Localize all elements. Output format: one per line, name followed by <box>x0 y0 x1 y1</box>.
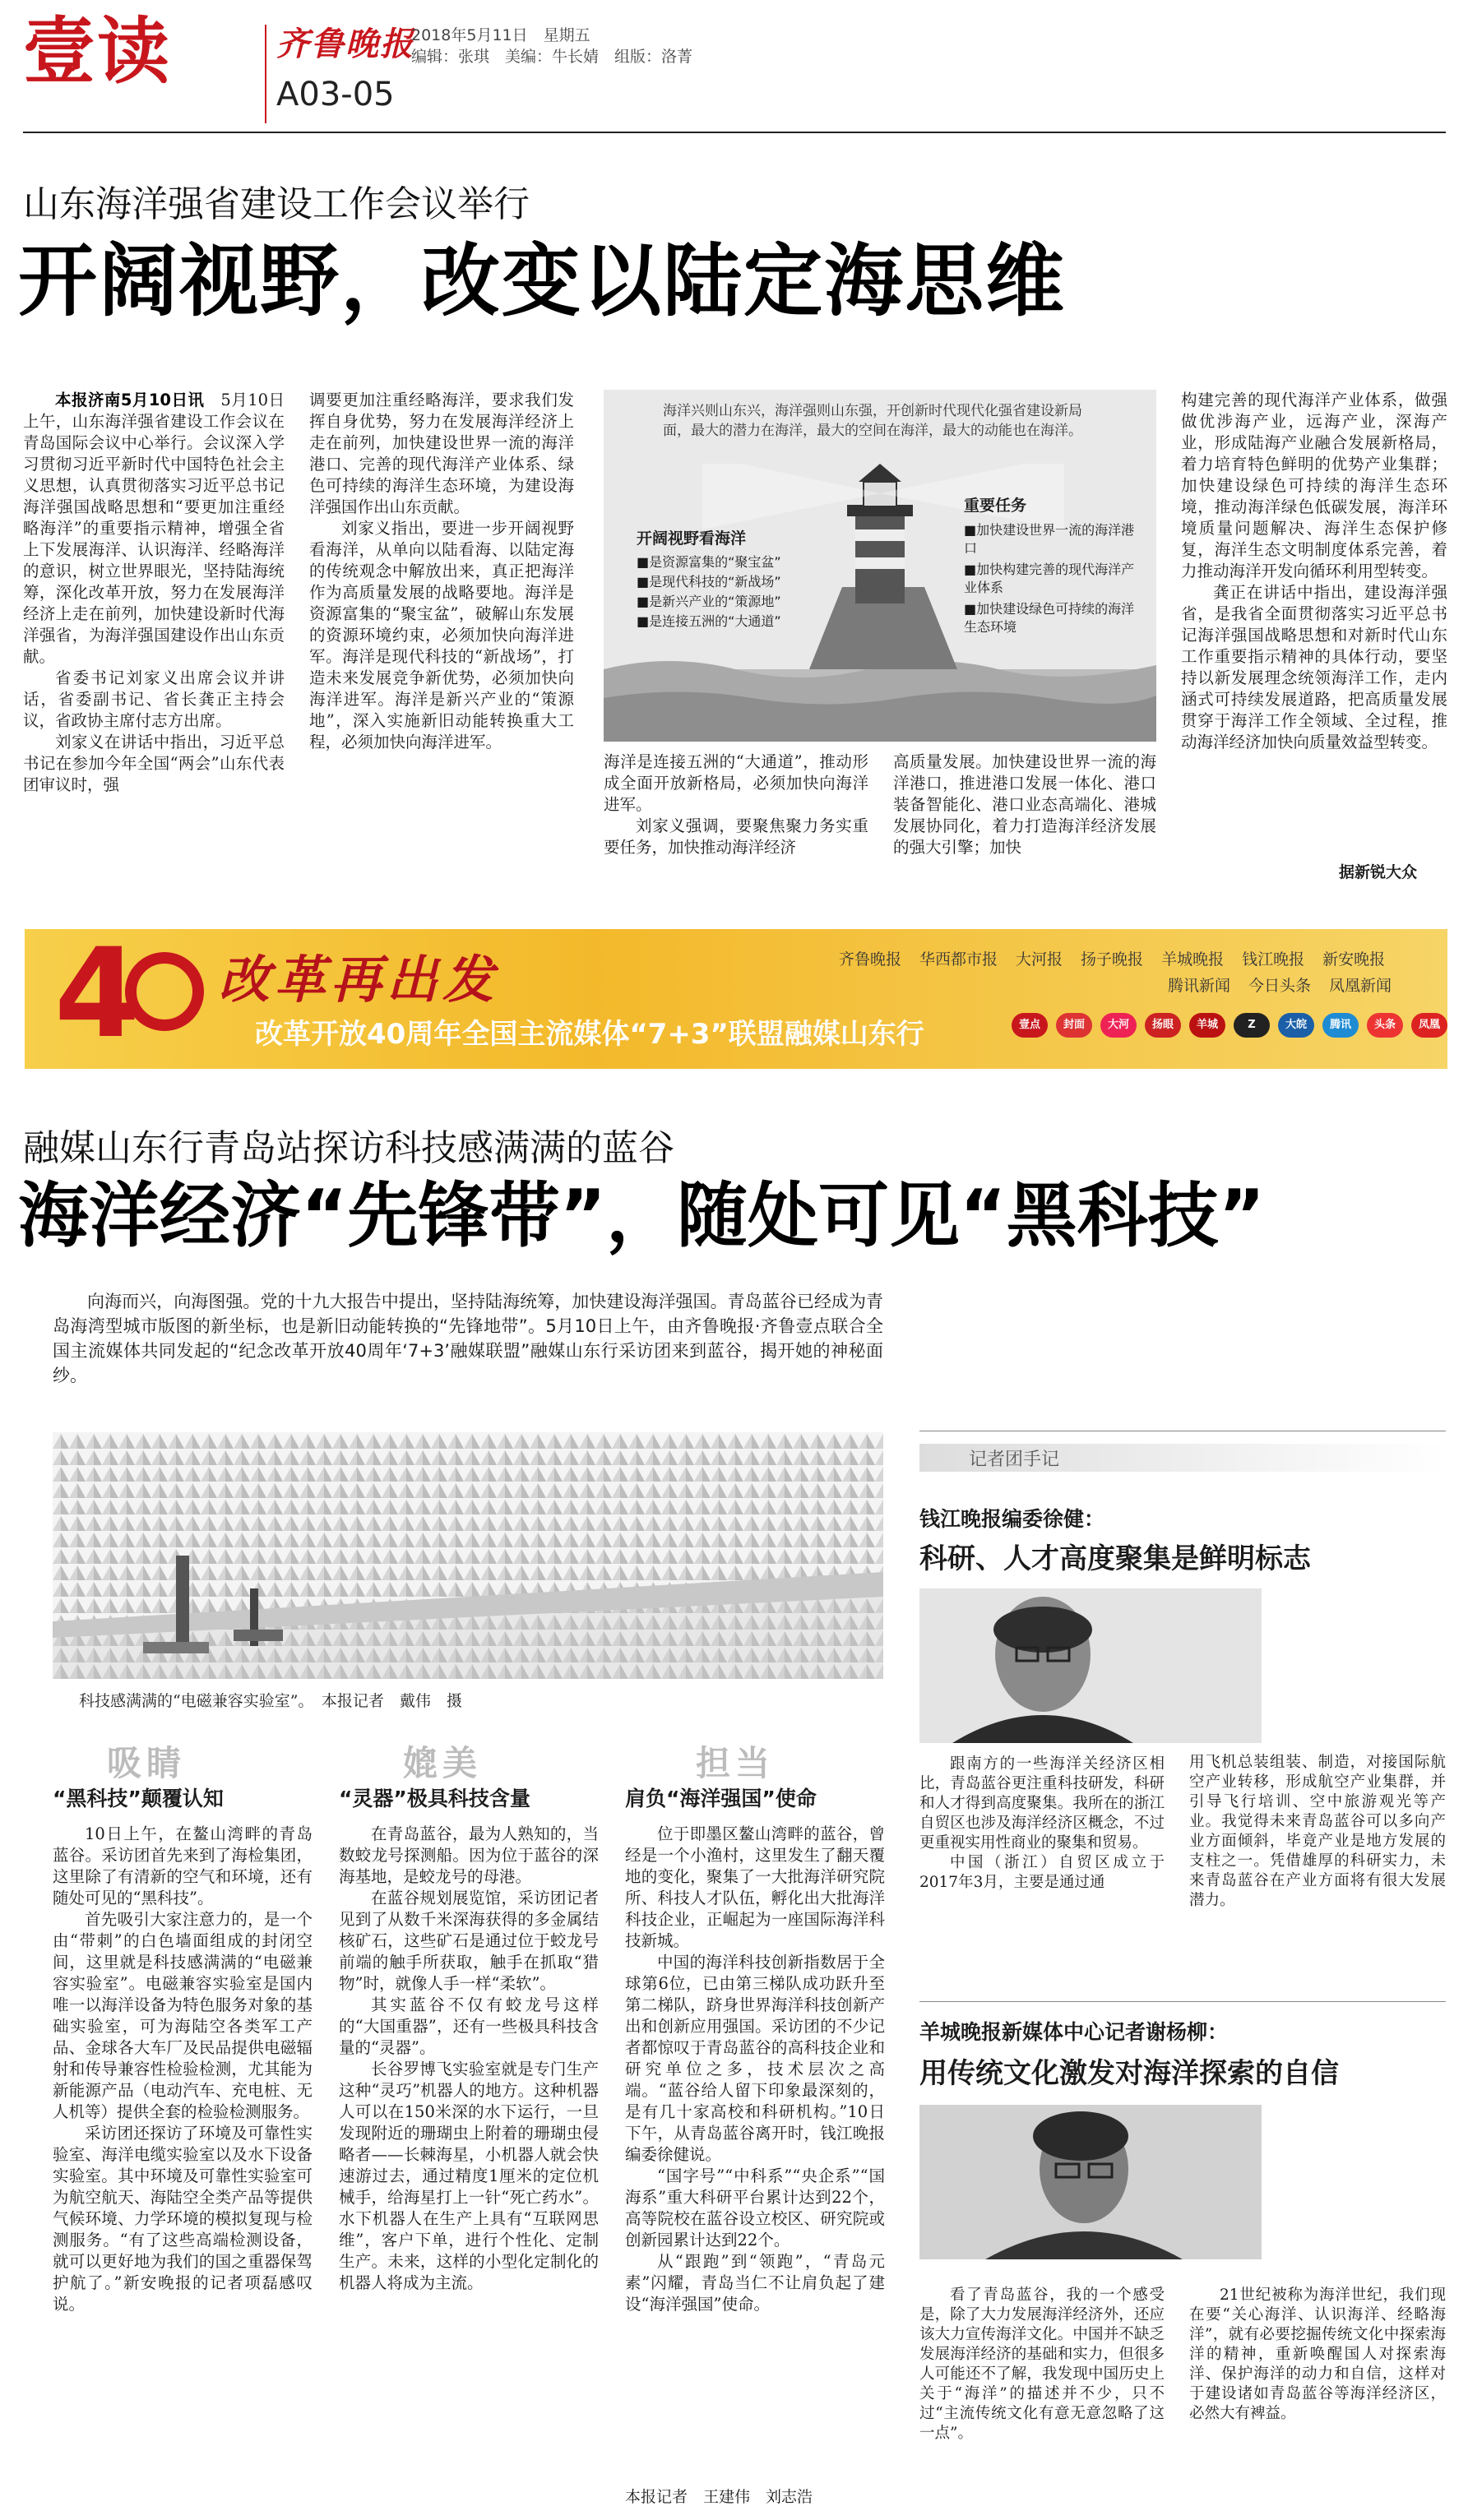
section-head-pimei: 媲美 <box>403 1743 483 1783</box>
media-logo: 羊城 <box>1189 1013 1225 1038</box>
story1-col5-p2: 龚正在讲话中指出，建设海洋强省，是我省全面贯彻落实习近平总书记海洋强国战略思想和对新时代山东工作重要指示精神的具体行动，要坚持以新发展理念统领海洋工作，走内涵式可持续发展道路，把高质量发展贯穿于海洋工作全领域、全过程，推动海洋经济加快向质量效益型转变。 <box>1181 583 1447 751</box>
story2-col1-p2: 首先吸引大家注意力的，是一个由“带刺”的白色墙面组成的封闭空间，这里就是科技感满满的“电磁兼容实验室”。电磁兼容实验室是国内唯一以海洋设备为特色服务对象的基础实验室，可为海陆空各类军工产品、金球各大车厂及民品提供电磁辐射和传导兼容性检验检测，尤其能为新能源产品（电动汽车、充电桩、无人机等）提供全套的检验检测服务。 <box>53 1910 313 2121</box>
story1-dateline: 本报济南5月10日讯 <box>55 391 205 409</box>
story1-col1-p1: 5月10日上午，山东海洋强省建设工作会议在青岛国际会议中心举行。会议深入学习贯彻习近平新时代中国特色社会主义思想，认真贯彻落实习近平总书记海洋强国战略思想和“要更加注重经略海洋”的重要指示精神，增强全省上下发展海洋、认识海洋、经略海洋的意识，树立世界眼光，坚持陆海统筹，深化改革开放，努力在发展海洋经济上走在前列，加快建设新时代海洋强省，为海洋强国建设作出山东贡献。 <box>23 391 285 666</box>
infographic-right-title: 重要任务 <box>964 497 1027 515</box>
story2-col2 <box>339 1824 599 2510</box>
note1-title: 科研、人才高度聚集是鲜明标志 <box>919 1542 1311 1575</box>
story1-col4 <box>893 751 1156 891</box>
story1-col1-p2: 省委书记刘家义出席会议并讲话，省委副书记、省长龚正主持会议，省政协主席付志方出席。 <box>23 668 285 730</box>
photo-caption: 科技感满满的“电磁兼容实验室”。 本报记者 戴伟 摄 <box>79 1692 462 1710</box>
story1-col3 <box>604 751 868 891</box>
note1-col1-p1: 跟南方的一些海洋关经济区相比，青岛蓝谷更注重科技研发，科研和人才得到高度聚集。我所在的浙江自贸区也涉及海洋经济区概念，不过更重视实用性商业的聚集和贸易。 <box>919 1755 1165 1852</box>
banner-slogan: 改革再出发 <box>219 950 499 1010</box>
lab-photo <box>53 1432 883 1679</box>
story2-col3-p1: 位于即墨区鳌山湾畔的蓝谷，曾经是一个小渔村，这里发生了翻天覆地的变化，聚集了一大批海洋研究院所、科技人才队伍，孵化出大批海洋科技企业，正崛起为一座国际海洋科技新城。 <box>625 1824 885 1950</box>
infographic-left-item: ■是新兴产业的“策源地” <box>637 594 781 609</box>
media-logo: 大皖 <box>1278 1013 1314 1038</box>
story1-col1 <box>23 390 285 891</box>
story2-headline: 海洋经济“先锋带”，随处可见“黑科技” <box>18 1175 1266 1257</box>
story2-col3 <box>625 1824 885 2481</box>
media-logo: 大河 <box>1100 1013 1137 1038</box>
story1-col2 <box>309 390 574 891</box>
infographic-right-item: ■加快建设绿色可持续的海洋生态环境 <box>964 601 1135 635</box>
story1-col2-p2: 刘家义指出，要进一步开阔视野看海洋，从单向以陆看海、以陆定海的传统观念中解放出来，真正把海洋作为高质量发展的战略要地。海洋是资源富集的“聚宝盆”，破解山东发展的资源环境约束，必须加快向海洋进军。海洋是现代科技的“新战场”，打造未来发展竞争新优势，必须加快向海洋进军。海洋是新兴产业的“策源地”，深入实施新旧动能转换重大工程，必须加快向海洋进军。 <box>309 519 574 751</box>
story2-col1-p1: 10日上午，在鳌山湾畔的青岛蓝谷。采访团首先来到了海检集团，这里除了有清新的空气和环境，还有随处可见的“黑科技”。 <box>53 1824 313 1907</box>
story2-col2-p2: 在蓝谷规划展览馆，采访团记者见到了从数千米深海获得的多金属结核矿石，这些矿石是通过位于蛟龙号前端的触手所获取，触手在抓取“猎物”时，就像人手一样“柔软”。 <box>339 1889 599 1993</box>
media-logo: Z <box>1234 1013 1270 1038</box>
story2-kicker: 融媒山东行青岛站探访科技感满满的蓝谷 <box>23 1127 674 1169</box>
masthead-divider <box>265 25 266 123</box>
campaign-banner <box>25 929 1447 1069</box>
anniversary-40-emblem: 4 <box>54 936 202 1064</box>
section-head-xijing: 吸睛 <box>107 1743 187 1783</box>
masthead-rule <box>23 132 1446 133</box>
banner-subtitle: 改革开放40周年全国主流媒体“7+3”联盟融媒山东行 <box>255 1018 924 1051</box>
note1-col2 <box>1189 1588 1446 1950</box>
note2-col1 <box>919 2286 1165 2508</box>
media-logo: 头条 <box>1367 1013 1403 1038</box>
note1-col2-p1: 用飞机总装组装、制造，对接国际航空产业转移，形成航空产业集群，并引导飞行培训、空中旅游观光等产业。我觉得未来青岛蓝谷可以多向产业方面倾斜，毕竟产业是地方发展的支柱之一。凭借雄厚的科研实力，未来青岛蓝谷在产业方面将有很大发展潜力。 <box>1189 1754 1446 1909</box>
infographic-left-item: ■是连接五洲的“大通道” <box>637 613 781 629</box>
note1-author: 钱江晚报编委徐健： <box>919 1507 1105 1531</box>
story1-col4-p1: 高质量发展。加快建设世界一流的海洋港口，推进港口发展一体化、港口装备智能化、港口业态高端化、港城发展协同化，着力打造海洋经济发展的强大引擎；加快 <box>893 752 1156 857</box>
story1-col3-p2: 刘家义强调，要聚焦聚力务实重要任务，加快推动海洋经济 <box>604 816 868 857</box>
story1-col5 <box>1181 390 1447 891</box>
infographic-quote: 海洋兴则山东兴，海洋强则山东强，开创新时代现代化强省建设新局面，最大的潜力在海洋，最大的空间在海洋，最大的动能也在海洋。 <box>663 403 1082 439</box>
story2-col1-p3: 采访团还探访了环境及可靠性实验室、海洋电缆实验室以及水下设备实验室。其中环境及可靠性实验室可为航空航天、海陆空全类产品等提供气候环境、力学环境的模拟复现与检测服务。“有了这些高端检测设备，就可以更好地为我们的国之重器保驾护航了。”新安晚报的记者项磊感叹说。 <box>53 2124 313 2314</box>
infographic-right-item: ■加快构建完善的现代海洋产业体系 <box>964 562 1135 595</box>
section-title: 壹读 <box>23 9 172 94</box>
infographic-box <box>604 390 1156 742</box>
story1-col3-p1: 海洋是连接五洲的“大通道”，推动形成全面开放新格局，必须加快向海洋进军。 <box>604 752 868 814</box>
section-sub-pimei: “灵器”极具科技含量 <box>339 1787 530 1810</box>
story2-lead: 向海而兴，向海图强。党的十九大报告中提出，坚持陆海统筹，加快建设海洋强国。青岛蓝谷已经成为青岛海湾型城市版图的新坐标，也是新旧动能转换的“先锋地带”。5月10日上午，由齐鲁晚报·齐鲁壹点联合全国主流媒体共同发起的“纪念改革开放40周年‘7+3’融媒联盟”融媒山东行采访团来到蓝谷，揭开她的神秘面纱。 <box>53 1292 883 1385</box>
section-sub-xijing: “黑科技”颠覆认知 <box>53 1787 224 1810</box>
page-number: A03-05 <box>276 76 395 113</box>
story1-kicker: 山东海洋强省建设工作会议举行 <box>23 183 530 225</box>
media-logo: 凤凰 <box>1411 1013 1447 1038</box>
infographic-right-list <box>964 518 1137 640</box>
story2-col3-p4: 从“跟跑”到“领跑”，“青岛元素”闪耀，青岛当仁不让肩负起了建设“海洋强国”使命。 <box>625 2252 885 2314</box>
media-logo: 壹点 <box>1012 1013 1048 1038</box>
banner-media-logos <box>1012 1013 1447 1038</box>
infographic-right-item: ■加快建设世界一流的海洋港口 <box>964 522 1135 556</box>
banner-media-row1: 齐鲁晚报 华西都市报 大河报 扬子晚报 羊城晚报 钱江晚报 新安晚报 <box>839 950 1386 969</box>
story1-col2-p1: 调要更加注重经略海洋，要求我们发挥自身优势，努力在发展海洋经济上走在前列，加快建设世界一流的海洋港口、完善的现代海洋产业体系、绿色可持续的海洋生态环境，为建设海洋强国作出山东贡献。 <box>309 391 574 516</box>
portrait-image <box>919 2105 1262 2259</box>
story2-col2-p1: 在青岛蓝谷，最为人熟知的，当数蛟龙号探测船。因为位于蓝谷的深海基地，是蛟龙号的母港。 <box>339 1824 599 1886</box>
story1-col5-p1: 构建完善的现代海洋产业体系，做强做优涉海产业，远海产业，深海产业，形成陆海产业融合发展新格局，着力培育特色鲜明的优势产业集群；加快建设绿色可持续的海洋生态环境，推动海洋绿色低碳发展，海洋环境质量问题解决、海洋生态保护修复，海洋生态文明制度体系完善，着力推动海洋开发向循环利用型转变。 <box>1181 391 1447 580</box>
story1-col1-p3: 刘家义在讲话中指出，习近平总书记在参加今年全国“两会”山东代表团审议时，强 <box>23 733 285 794</box>
story2-col2-p3: 其实蓝谷不仅有蛟龙号这样的“大国重器”，还有一些极具科技含量的“灵器”。 <box>339 1995 599 2057</box>
note1-col1 <box>919 1755 1165 2001</box>
note2-col1-p1: 看了青岛蓝谷，我的一个感受是，除了大力发展海洋经济外，还应该大力宣传海洋文化。中国并不缺乏发展海洋经济的基础和实力，但很多人可能还不了解，我发现中国历史上关于“海洋”的描述并不少，只不过“主流传统文化有意无意忽略了这一点”。 <box>919 2286 1165 2442</box>
section-sub-dandang: 肩负“海洋强国”使命 <box>625 1787 817 1810</box>
anechoic-chamber-image <box>53 1432 883 1679</box>
media-logo: 腾讯 <box>1322 1013 1359 1038</box>
note2-author: 羊城晚报新媒体中心记者谢杨柳： <box>919 2020 1229 2044</box>
note2-portrait <box>919 2105 1262 2259</box>
banner-media-row2: 腾讯新闻 今日头条 凤凰新闻 <box>1168 977 1392 995</box>
story1-headline: 开阔视野，改变以陆定海思维 <box>18 235 1066 327</box>
infographic-left-item: ■是现代科技的“新战场” <box>637 574 781 590</box>
paper-logo: 齐鲁晚报 <box>276 25 414 63</box>
note2-title: 用传统文化激发对海洋探索的自信 <box>919 2057 1339 2090</box>
note2-col2 <box>1189 2286 1446 2508</box>
note1-col1-p2: 中国（浙江）自贸区成立于2017年3月，主要是通过通 <box>919 1854 1165 1891</box>
infographic-left-item: ■是资源富集的“聚宝盆” <box>637 554 781 570</box>
story2-col1 <box>53 1824 313 2510</box>
story2-col2-p4: 长谷罗博飞实验室就是专门生产这种“灵巧”机器人的地方。这种机器人可以在150米深的水下运行，一旦发现附近的珊瑚虫上附着的珊瑚虫侵略者——长棘海星，小机器人就会快速游过去，通过精度1厘米的定位机械手，给海星打上一针“死亡药水”。水下机器人在生产上具有“互联网思维”，客户下单，进行个性化、定制生产。未来，这样的小型化定制化的机器人将成为主流。 <box>339 2060 599 2292</box>
notes-label: 记者团手记 <box>969 1450 1060 1470</box>
note2-col2-p1: 21世纪被称为海洋世纪，我们现在要“关心海洋、认识海洋、经略海洋”，就有必要挖掘传统文化中探索海洋的精神，重新唤醒国人对探索海洋、保护海洋的动力和自信，这样对于建设诸如青岛蓝谷等海洋经济区，必然大有裨益。 <box>1189 2286 1446 2422</box>
story2-col3-p3: “国字号”“中科系”“央企系”“国海系”重大科研平台累计达到22个，高等院校在蓝谷设立校区、研究院或创新园累计达到22个。 <box>625 2166 885 2250</box>
issue-date: 2018年5月11日 星期五 <box>411 26 590 44</box>
story1-byline: 据新锐大众 <box>1332 860 1417 882</box>
story2-byline: 本报记者 王建伟 刘志浩 <box>625 2488 813 2506</box>
editors-line: 编辑：张琪 美编：牛长婧 组版：洛菁 <box>411 48 693 66</box>
section-head-dandang: 担当 <box>696 1743 776 1783</box>
media-logo: 封面 <box>1056 1013 1092 1038</box>
notes-mid-rule <box>919 2001 1446 2002</box>
infographic-left-list <box>637 551 817 633</box>
media-logo: 扬眼 <box>1145 1013 1181 1038</box>
story2-col3-p2: 中国的海洋科技创新指数居于全球第6位，已由第三梯队成功跃升至第二梯队，跻身世界海洋科技创新产出和创新应用强国。采访团的不少记者都惊叹于青岛蓝谷的高科技企业和研究单位之多，技术层次之高端。“蓝谷给人留下印象最深刻的，是有几十家高校和科研机构。”10日下午，从青岛蓝谷离开时，钱江晚报编委徐健说。 <box>625 1953 885 2164</box>
infographic-left-title: 开阔视野看海洋 <box>637 529 747 548</box>
